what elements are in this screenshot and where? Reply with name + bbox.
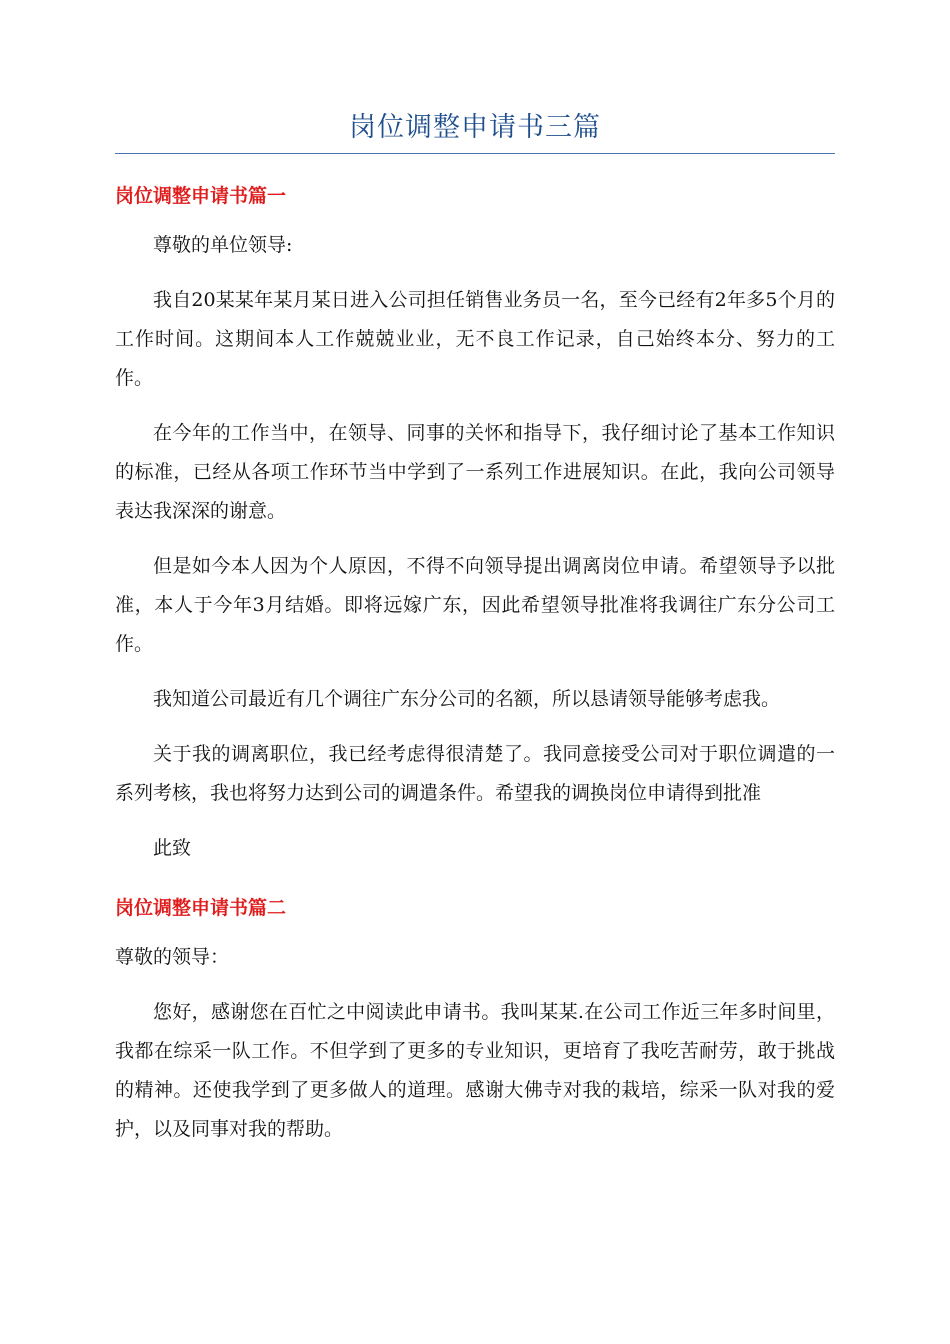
section-1: [115, 176, 835, 868]
document-body: [115, 176, 835, 1165]
salutation: 尊敬的单位领导:: [153, 234, 293, 256]
section-heading: 岗位调整申请书篇一: [115, 185, 287, 207]
document-title: 岗位调整申请书三篇: [349, 112, 601, 143]
section-2: [115, 888, 835, 1149]
body-paragraph: 我知道公司最近有几个调往广东分公司的名额，所以恳请领导能够考虑我。: [153, 688, 781, 710]
salutation: 尊敬的领导：: [115, 946, 230, 968]
body-paragraph: 我自20某某年某月某日进入公司担任销售业务员一名，至今已经有2年多5个月的工作时间。这期间本人工作兢兢业业，无不良工作记录，自己始终本分、努力的工作。: [115, 289, 835, 389]
body-paragraph: 关于我的调离职位，我已经考虑得很清楚了。我同意接受公司对于职位调遣的一系列考核，我也将努力达到公司的调遣条件。希望我的调换岗位申请得到批准: [115, 743, 835, 804]
closing: 此致: [153, 837, 192, 859]
title-divider: [115, 153, 835, 154]
section-heading: 岗位调整申请书篇二: [115, 897, 287, 919]
body-paragraph: 您好，感谢您在百忙之中阅读此申请书。我叫某某.在公司工作近三年多时间里，我都在综采一队工作。不但学到了更多的专业知识，更培育了我吃苦耐劳，敢于挑战的精神。还使我学到了更多做人的道理。感谢大佛寺对我的栽培，综采一队对我的爱护，以及同事对我的帮助。: [115, 1001, 835, 1140]
body-paragraph: 在今年的工作当中，在领导、同事的关怀和指导下，我仔细讨论了基本工作知识的标准，已经从各项工作环节当中学到了一系列工作进展知识。在此，我向公司领导表达我深深的谢意。: [115, 422, 835, 522]
body-paragraph: 但是如今本人因为个人原因，不得不向领导提出调离岗位申请。希望领导予以批准，本人于今年3月结婚。即将远嫁广东，因此希望领导批准将我调往广东分公司工作。: [115, 555, 835, 655]
